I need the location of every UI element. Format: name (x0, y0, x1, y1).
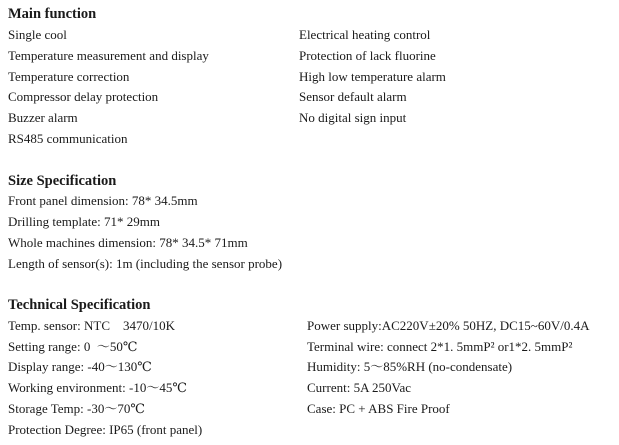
size-spec-item: Drilling template: 71* 29mm (8, 214, 161, 229)
main-function-item: Temperature correction (8, 69, 130, 84)
main-function-item: Compressor delay protection (8, 89, 159, 104)
tech-spec-item: Storage Temp: -30～70℃ (8, 401, 145, 416)
tech-spec-item: Setting range: 0 ～50℃ (8, 339, 138, 354)
tech-spec-item: Power supply:AC220V±20% 50HZ, DC15~60V/0.4A (307, 318, 590, 333)
main-function-item: Sensor default alarm (299, 89, 407, 104)
size-spec-item: Length of sensor(s): 1m (including the sensor probe) (8, 256, 283, 271)
main-function-item: High low temperature alarm (299, 69, 446, 84)
main-function-item: Buzzer alarm (8, 110, 78, 125)
tech-spec-item: Display range: -40～130℃ (8, 359, 152, 374)
main-function-heading: Main function (8, 6, 97, 22)
main-function-item: Electrical heating control (299, 27, 431, 42)
tech-spec-item: Working environment: -10～45℃ (8, 380, 187, 395)
tech-spec-item: Humidity: 5～85%RH (no-condensate) (307, 359, 513, 374)
size-spec-item: Front panel dimension: 78* 34.5mm (8, 193, 198, 208)
size-spec-item: Whole machines dimension: 78* 34.5* 71mm (8, 235, 248, 250)
main-function-item: Temperature measurement and display (8, 48, 209, 63)
size-specification-heading: Size Specification (8, 173, 117, 189)
tech-spec-item: Protection Degree: IP65 (front panel) (8, 422, 203, 437)
tech-spec-item: Terminal wire: connect 2*1. 5mmP² or1*2. 5mmP² (307, 339, 573, 354)
technical-specification-heading: Technical Specification (8, 297, 151, 313)
main-function-item: Protection of lack fluorine (299, 48, 436, 63)
tech-spec-item: Temp. sensor: NTC 3470/10K (8, 318, 175, 333)
main-function-item: No digital sign input (299, 110, 407, 125)
main-function-item: RS485 communication (8, 131, 128, 146)
main-function-item: Single cool (8, 27, 67, 42)
tech-spec-item: Current: 5A 250Vac (307, 380, 411, 395)
tech-spec-item: Case: PC + ABS Fire Proof (307, 401, 450, 416)
